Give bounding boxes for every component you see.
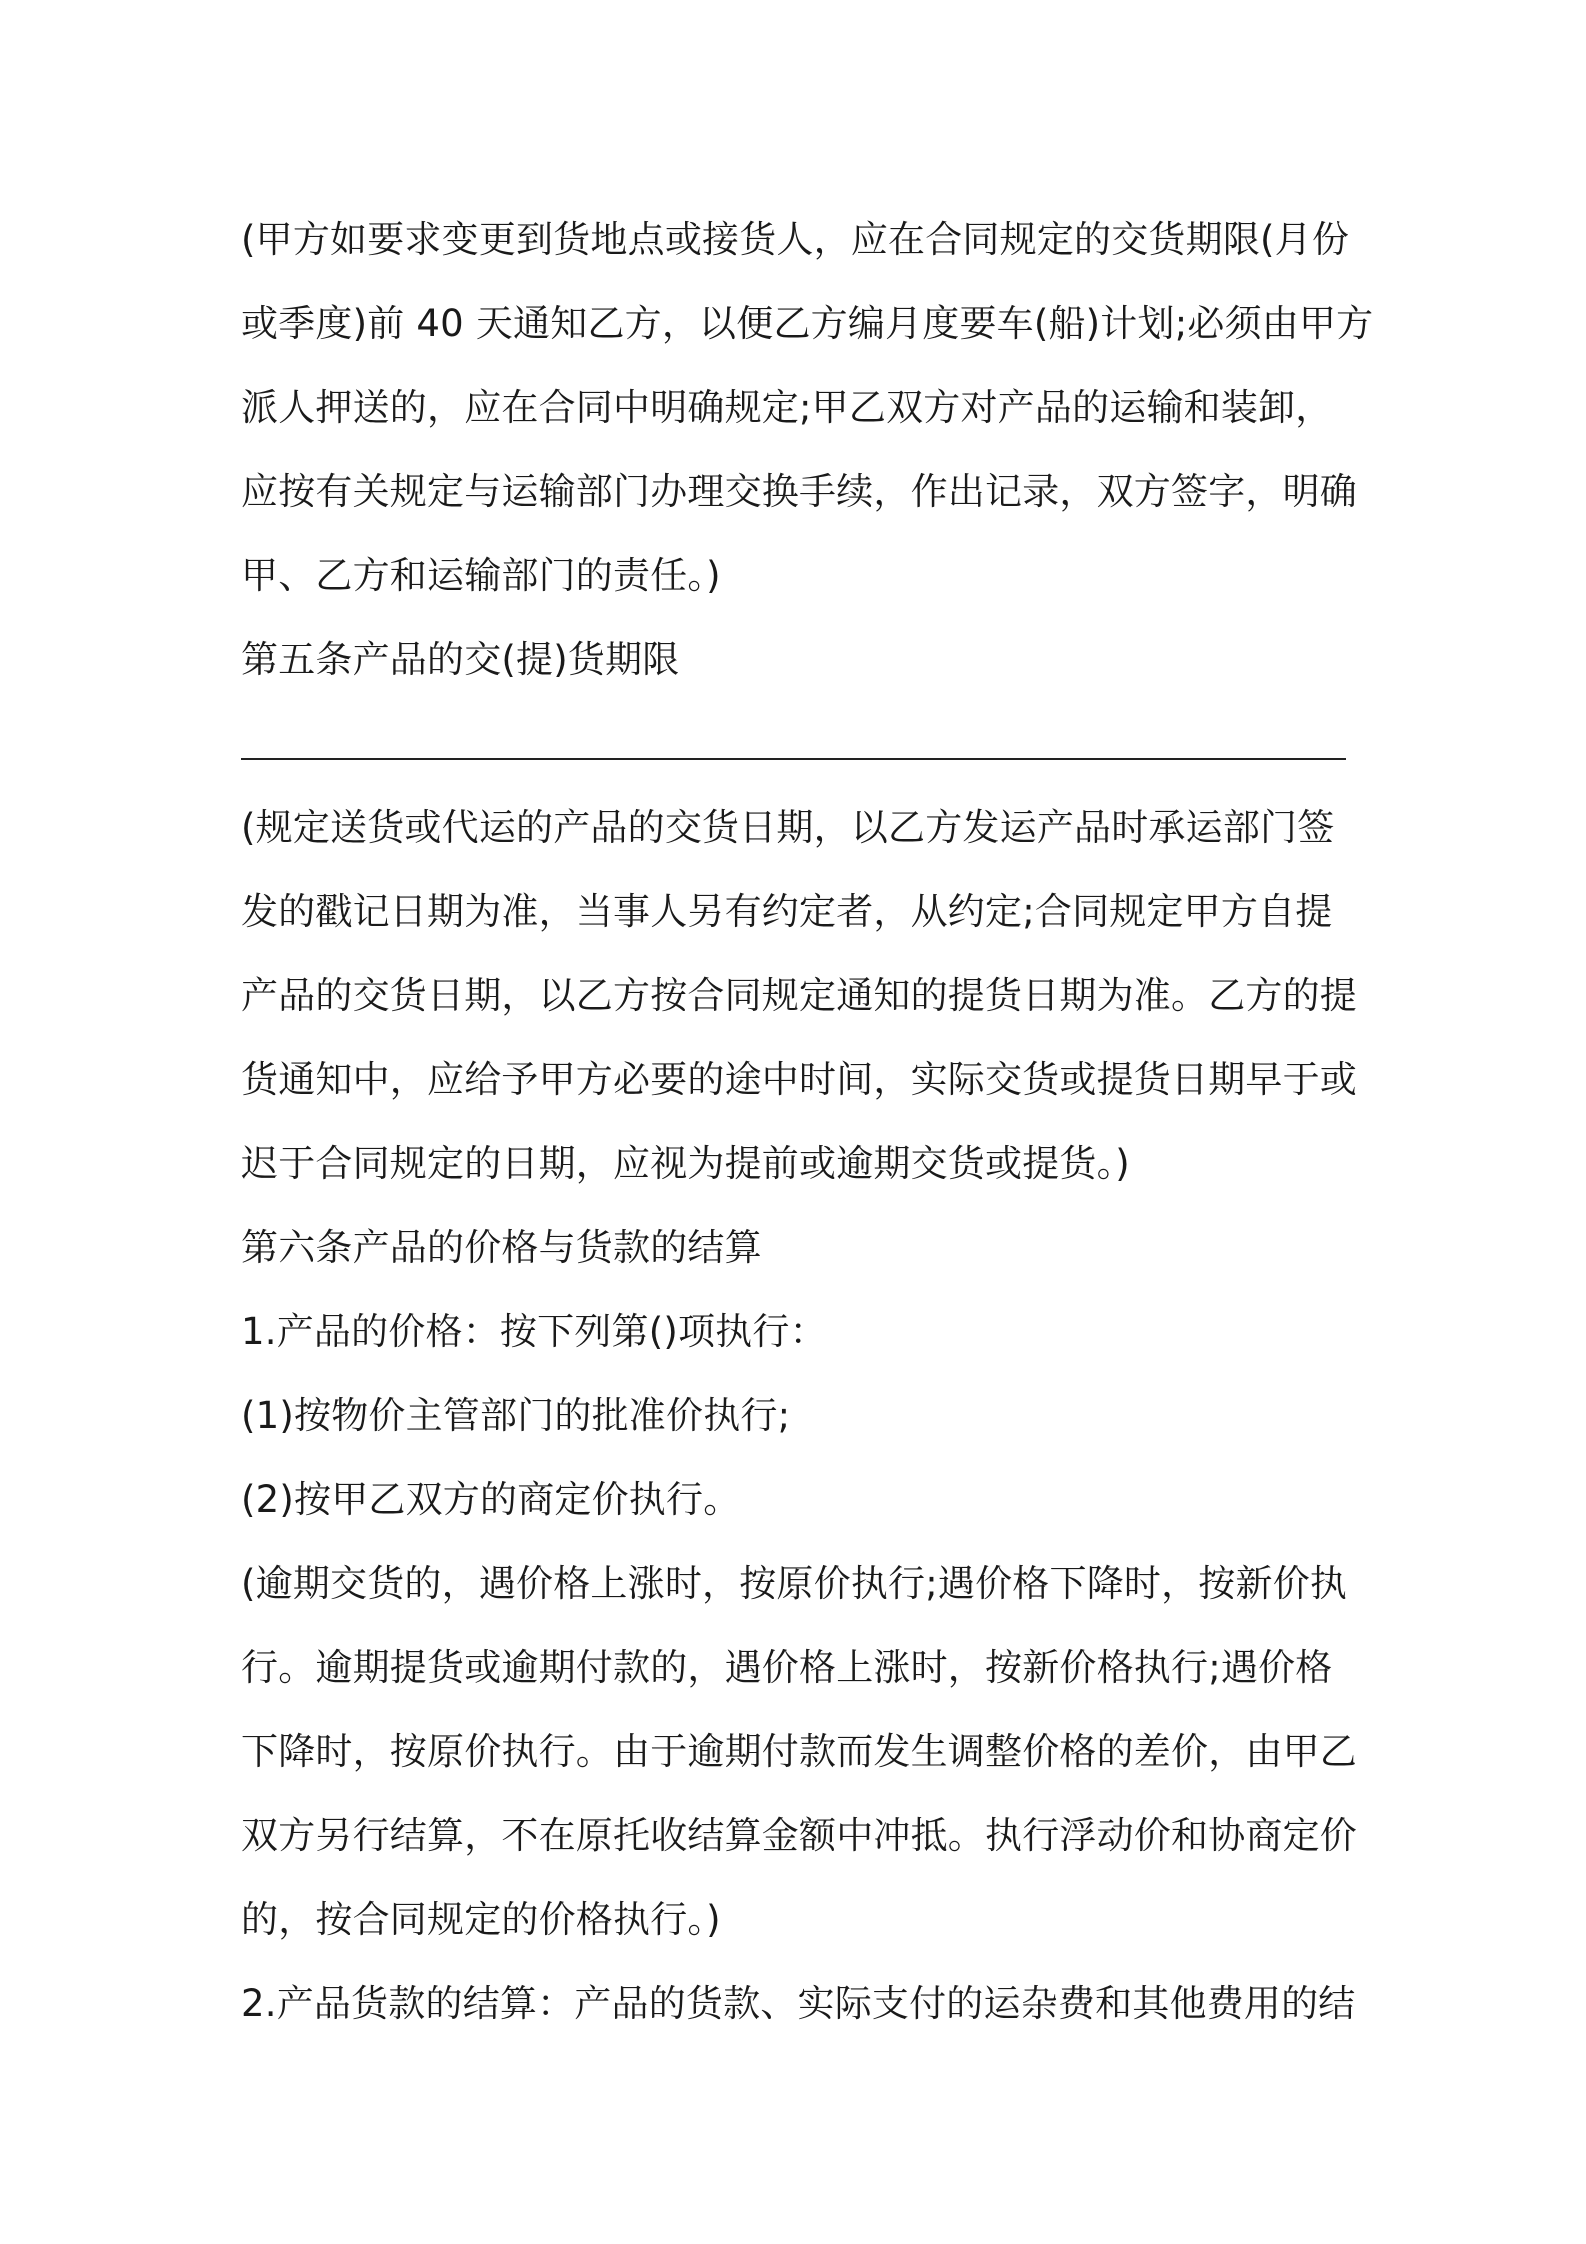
paragraph-line: 甲、乙方和运输部门的责任。) (241, 554, 721, 597)
document-page (241, 198, 1374, 2046)
paragraph-line: 货通知中，应给予甲方必要的途中时间，实际交货或提货日期早于或 (241, 1058, 1357, 1101)
paragraph-line: 下降时，按原价执行。由于逾期付款而发生调整价格的差价，由甲乙 (241, 1730, 1357, 1773)
article-heading: 第六条产品的价格与货款的结算 (241, 1226, 762, 1269)
paragraph-line: 或季度)前 40 天通知乙方，以便乙方编月度要车(船)计划;必须由甲方 (241, 302, 1374, 345)
paragraph-line: (甲方如要求变更到货地点或接货人，应在合同规定的交货期限(月份 (241, 218, 1350, 261)
paragraph-line: (规定送货或代运的产品的交货日期，以乙方发运产品时承运部门签 (241, 806, 1335, 849)
article-heading: 第五条产品的交(提)货期限 (241, 638, 680, 681)
paragraph-line: 迟于合同规定的日期，应视为提前或逾期交货或提货。) (241, 1142, 1130, 1185)
list-item: (2)按甲乙双方的商定价执行。 (241, 1478, 741, 1521)
paragraph-line: 的，按合同规定的价格执行。) (241, 1898, 721, 1941)
fill-in-blank-line (241, 702, 1361, 786)
list-item: 1.产品的价格：按下列第()项执行： (241, 1310, 827, 1353)
paragraph-line: 发的戳记日期为准，当事人另有约定者，从约定;合同规定甲方自提 (241, 890, 1333, 933)
list-item: 2.产品货款的结算：产品的货款、实际支付的运杂费和其他费用的结 (241, 1982, 1356, 2025)
list-item: (1)按物价主管部门的批准价执行; (241, 1394, 791, 1437)
paragraph-line: 产品的交货日期，以乙方按合同规定通知的提货日期为准。乙方的提 (241, 974, 1357, 1017)
paragraph-line: 应按有关规定与运输部门办理交换手续，作出记录，双方签字，明确 (241, 470, 1357, 513)
paragraph-line: (逾期交货的，遇价格上涨时，按原价执行;遇价格下降时，按新价执 (241, 1562, 1348, 1605)
paragraph-line: 派人押送的，应在合同中明确规定;甲乙双方对产品的运输和装卸， (241, 386, 1333, 429)
paragraph-line: 双方另行结算，不在原托收结算金额中冲抵。执行浮动价和协商定价 (241, 1814, 1357, 1857)
blank-underline (241, 758, 1346, 760)
paragraph-line: 行。逾期提货或逾期付款的，遇价格上涨时，按新价格执行;遇价格 (241, 1646, 1333, 1689)
